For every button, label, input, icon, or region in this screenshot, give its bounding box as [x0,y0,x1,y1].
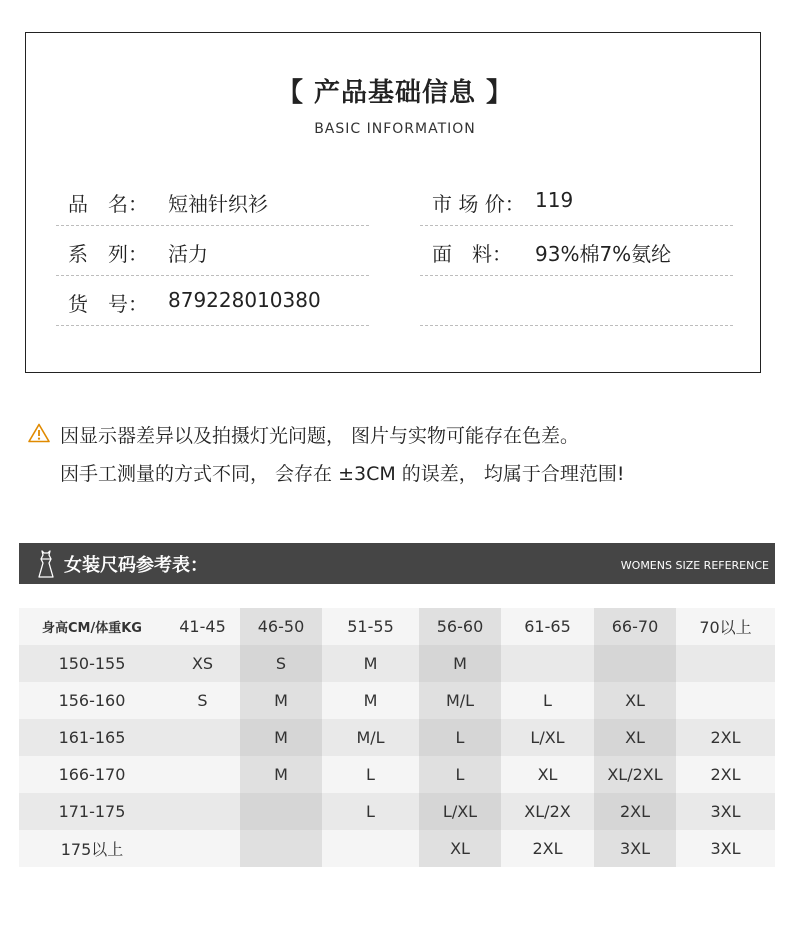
table-cell: M [419,645,501,682]
basic-info-subtitle: BASIC INFORMATION [314,121,476,137]
info-row-price [420,176,733,226]
info-row-empty [420,276,733,326]
info-label: 品 名： [68,192,148,216]
table-cell: M [240,719,322,756]
table-cell: 2XL [676,719,775,756]
table-cell: XL/2XL [594,756,676,793]
size-chart-title: 女装尺码参考表： [64,555,208,576]
table-cell: S [165,682,240,719]
table-cell: L/XL [501,719,594,756]
table-row [19,793,775,830]
size-chart-subtitle: WOMENS SIZE REFERENCE [620,559,769,572]
table-cell: 3XL [676,793,775,830]
table-cell: M/L [322,719,419,756]
size-table [19,608,775,867]
info-row-fabric [420,226,733,276]
info-value: 93%棉7%氨纶 [535,242,672,266]
table-row [19,645,775,682]
table-cell: XS [165,645,240,682]
warning-triangle-icon [28,423,50,443]
table-header-cell: 51-55 [322,608,419,645]
table-cell: M [322,682,419,719]
table-cell: 171-175 [19,793,165,830]
table-cell [594,645,676,682]
basic-info-title: 【 产品基础信息 】 [276,78,514,108]
table-cell: 156-160 [19,682,165,719]
info-label: 面 料： [432,242,512,266]
table-cell: 3XL [594,830,676,867]
table-cell: 2XL [594,793,676,830]
table-cell: L [501,682,594,719]
table-cell: L [419,756,501,793]
table-cell: XL [594,719,676,756]
info-value: 活力 [168,242,208,266]
info-label: 市 场 价： [432,192,525,216]
table-row [19,719,775,756]
table-header-cell: 56-60 [419,608,501,645]
info-row-name [56,176,369,226]
info-label: 货 号： [68,292,148,316]
notice-line-1: 因显示器差异以及拍摄灯光问题， 图片与实物可能存在色差。 [60,425,580,447]
table-row [19,756,775,793]
notice-line-2: 因手工测量的方式不同， 会存在 ±3CM 的误差， 均属于合理范围! [60,463,625,485]
table-cell: L [419,719,501,756]
table-cell [165,719,240,756]
table-cell: XL/2X [501,793,594,830]
table-cell [165,830,240,867]
table-row [19,682,775,719]
table-header-cell: 61-65 [501,608,594,645]
table-cell: 3XL [676,830,775,867]
table-cell: 150-155 [19,645,165,682]
table-cell: L/XL [419,793,501,830]
table-cell: 166-170 [19,756,165,793]
table-cell: S [240,645,322,682]
table-cell [322,830,419,867]
table-header-cell: 41-45 [165,608,240,645]
info-row-series [56,226,369,276]
table-cell: L [322,756,419,793]
table-header-cell: 70以上 [676,608,775,645]
table-cell [676,645,775,682]
table-cell: 161-165 [19,719,165,756]
info-value: 119 [535,188,574,212]
table-cell: XL [501,756,594,793]
size-chart-header [19,543,775,584]
info-value: 879228010380 [168,288,321,312]
table-cell [165,756,240,793]
table-cell [501,645,594,682]
table-header-row [19,608,775,645]
table-cell: L [322,793,419,830]
table-cell: M [322,645,419,682]
table-cell: M [240,682,322,719]
info-row-item-number [56,276,369,326]
info-value: 短袖针织衫 [168,192,268,216]
info-label: 系 列： [68,242,148,266]
table-row [19,830,775,867]
table-cell: 2XL [501,830,594,867]
table-cell [165,793,240,830]
table-cell [240,830,322,867]
dress-icon [37,550,55,578]
table-cell: M [240,756,322,793]
table-header-cell: 66-70 [594,608,676,645]
table-cell: 175以上 [19,830,165,867]
table-cell: M/L [419,682,501,719]
table-header-cell: 46-50 [240,608,322,645]
table-cell: XL [419,830,501,867]
table-cell [240,793,322,830]
table-cell: 2XL [676,756,775,793]
table-cell [676,682,775,719]
table-cell: XL [594,682,676,719]
table-header-cell: 身高CM/体重KG [19,608,165,645]
